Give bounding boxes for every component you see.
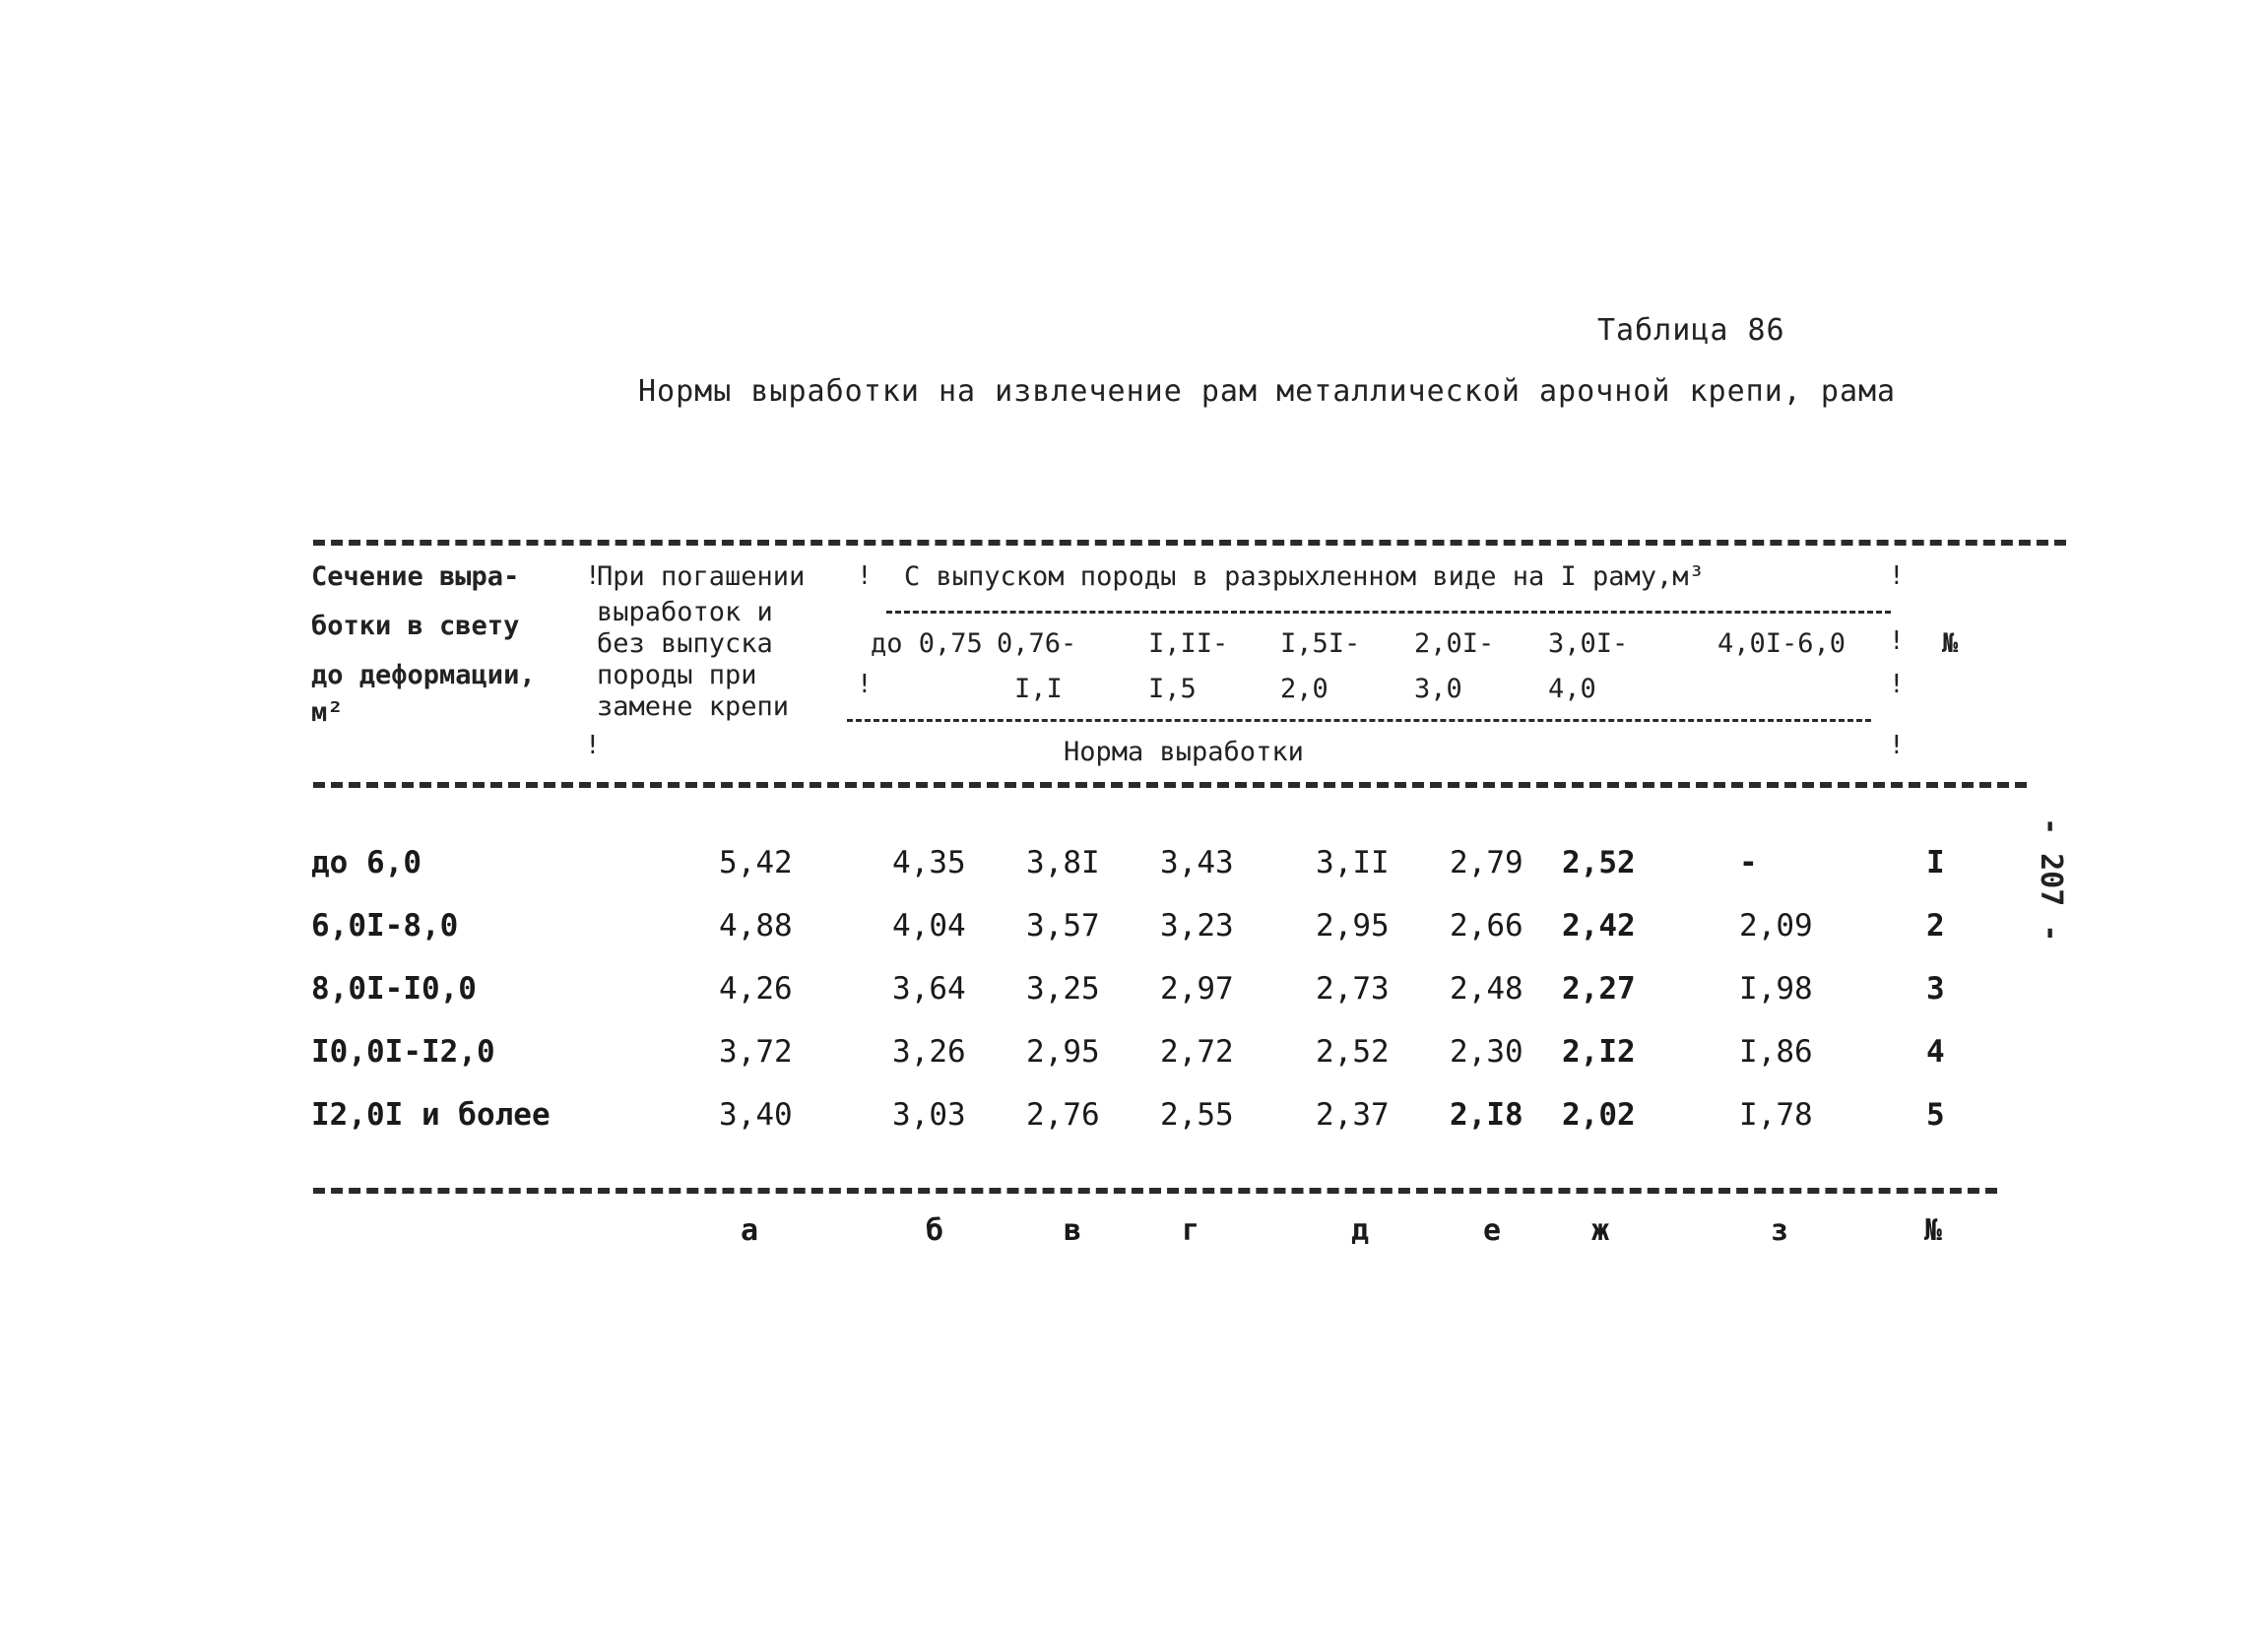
table-top-rule <box>313 540 2066 546</box>
range-col-6-from: 3,0I- <box>1548 628 1629 659</box>
range-col-3-to: I,5 <box>1148 674 1197 704</box>
column-letter-a: а <box>741 1213 759 1248</box>
cell-h: - <box>1739 845 1758 880</box>
cell-b: 3,64 <box>892 971 966 1007</box>
row-section: 8,0I-I0,0 <box>311 971 477 1007</box>
cell-g: 2,02 <box>1562 1097 1636 1133</box>
cell-g: 2,52 <box>1562 845 1636 880</box>
cell-a: 4,88 <box>719 908 793 944</box>
col-a-header-line-5: замене крепи <box>597 691 790 722</box>
range-col-2-to: I,I <box>1014 674 1063 704</box>
row-section: I0,0I-I2,0 <box>311 1034 495 1070</box>
range-col-5-to: 3,0 <box>1414 674 1462 704</box>
range-col-4-to: 2,0 <box>1280 674 1328 704</box>
range-col-5-from: 2,0I- <box>1414 628 1495 659</box>
cell-c: 2,95 <box>1026 1034 1100 1070</box>
cell-h: I,78 <box>1739 1097 1813 1133</box>
col-a-header-line-3: без выпуска <box>597 628 773 659</box>
separator: ! <box>857 670 873 699</box>
column-letter-b: б <box>926 1213 944 1248</box>
row-section: 6,0I-8,0 <box>311 908 459 944</box>
cell-a: 3,40 <box>719 1097 793 1133</box>
cell-e: 2,52 <box>1316 1034 1390 1070</box>
cell-d: 2,97 <box>1160 971 1234 1007</box>
separator: ! <box>585 731 601 760</box>
page-number: - 207 - <box>2034 817 2068 943</box>
col-a-header-line-4: породы при <box>597 660 757 690</box>
cell-h: I,98 <box>1739 971 1813 1007</box>
col-a-header-line-2: выработок и <box>597 597 773 627</box>
cell-f: 2,I8 <box>1450 1097 1523 1133</box>
column-letter-c: в <box>1064 1213 1082 1248</box>
column-letter-h: з <box>1771 1213 1789 1248</box>
row-number: 2 <box>1926 908 1945 944</box>
separator: ! <box>1889 561 1905 591</box>
table-label: Таблица 86 <box>1597 313 1785 348</box>
row-number: I <box>1926 845 1945 880</box>
separator: ! <box>857 561 873 591</box>
cell-e: 2,95 <box>1316 908 1390 944</box>
cell-b: 3,03 <box>892 1097 966 1133</box>
cell-b: 3,26 <box>892 1034 966 1070</box>
column-letter-g: ж <box>1591 1213 1610 1248</box>
range-col-1-from: до 0,75 <box>871 628 983 659</box>
cell-d: 2,72 <box>1160 1034 1234 1070</box>
column-letter-d: г <box>1182 1213 1200 1248</box>
cell-c: 3,8I <box>1026 845 1100 880</box>
range-col-2-from: 0,76- <box>997 628 1077 659</box>
row-header-line-3: до деформации, <box>311 660 536 690</box>
cell-a: 4,26 <box>719 971 793 1007</box>
norm-label: Норма выработки <box>1064 737 1304 767</box>
cell-f: 2,30 <box>1450 1034 1523 1070</box>
cell-g: 2,I2 <box>1562 1034 1636 1070</box>
column-letter-e: д <box>1351 1213 1370 1248</box>
separator: ! <box>585 561 601 591</box>
cell-e: 3,II <box>1316 845 1390 880</box>
cell-a: 3,72 <box>719 1034 793 1070</box>
cell-c: 3,57 <box>1026 908 1100 944</box>
cell-d: 2,55 <box>1160 1097 1234 1133</box>
cell-d: 3,23 <box>1160 908 1234 944</box>
row-number: 5 <box>1926 1097 1945 1133</box>
column-letter-num: № <box>1924 1213 1943 1248</box>
cell-c: 2,76 <box>1026 1097 1100 1133</box>
row-header-line-1: Сечение выра- <box>311 561 520 592</box>
num-col-header: № <box>1942 628 1959 659</box>
table-bottom-rule <box>313 1188 1997 1194</box>
cell-f: 2,66 <box>1450 908 1523 944</box>
cell-b: 4,04 <box>892 908 966 944</box>
separator: ! <box>1889 626 1905 656</box>
row-header-line-4: м² <box>311 697 344 728</box>
cell-h: I,86 <box>1739 1034 1813 1070</box>
separator: ! <box>1889 670 1905 699</box>
separator: ! <box>1889 731 1905 760</box>
row-number: 4 <box>1926 1034 1945 1070</box>
cell-b: 4,35 <box>892 845 966 880</box>
cell-f: 2,48 <box>1450 971 1523 1007</box>
row-section: I2,0I и более <box>311 1097 551 1133</box>
cell-h: 2,09 <box>1739 908 1813 944</box>
range-col-7-from: 4,0I-6,0 <box>1717 628 1847 659</box>
cell-g: 2,27 <box>1562 971 1636 1007</box>
group-title-rule <box>886 611 1891 614</box>
range-col-3-from: I,II- <box>1148 628 1229 659</box>
table-title: Нормы выработки на извлечение рам металлической арочной крепи, рама <box>638 374 1897 409</box>
cell-e: 2,73 <box>1316 971 1390 1007</box>
range-col-4-from: I,5I- <box>1280 628 1361 659</box>
row-number: 3 <box>1926 971 1945 1007</box>
group-title: С выпуском породы в разрыхленном виде на I раму,м³ <box>904 561 1705 592</box>
row-header-line-2: ботки в свету <box>311 611 520 641</box>
cell-g: 2,42 <box>1562 908 1636 944</box>
cell-a: 5,42 <box>719 845 793 880</box>
column-letter-f: е <box>1483 1213 1502 1248</box>
col-a-header-line-1: При погашении <box>597 561 806 592</box>
cell-f: 2,79 <box>1450 845 1523 880</box>
cell-e: 2,37 <box>1316 1097 1390 1133</box>
row-section: до 6,0 <box>311 845 421 880</box>
range-col-6-to: 4,0 <box>1548 674 1596 704</box>
cell-c: 3,25 <box>1026 971 1100 1007</box>
ranges-bottom-rule <box>847 719 1871 722</box>
header-bottom-rule <box>313 782 2027 788</box>
cell-d: 3,43 <box>1160 845 1234 880</box>
